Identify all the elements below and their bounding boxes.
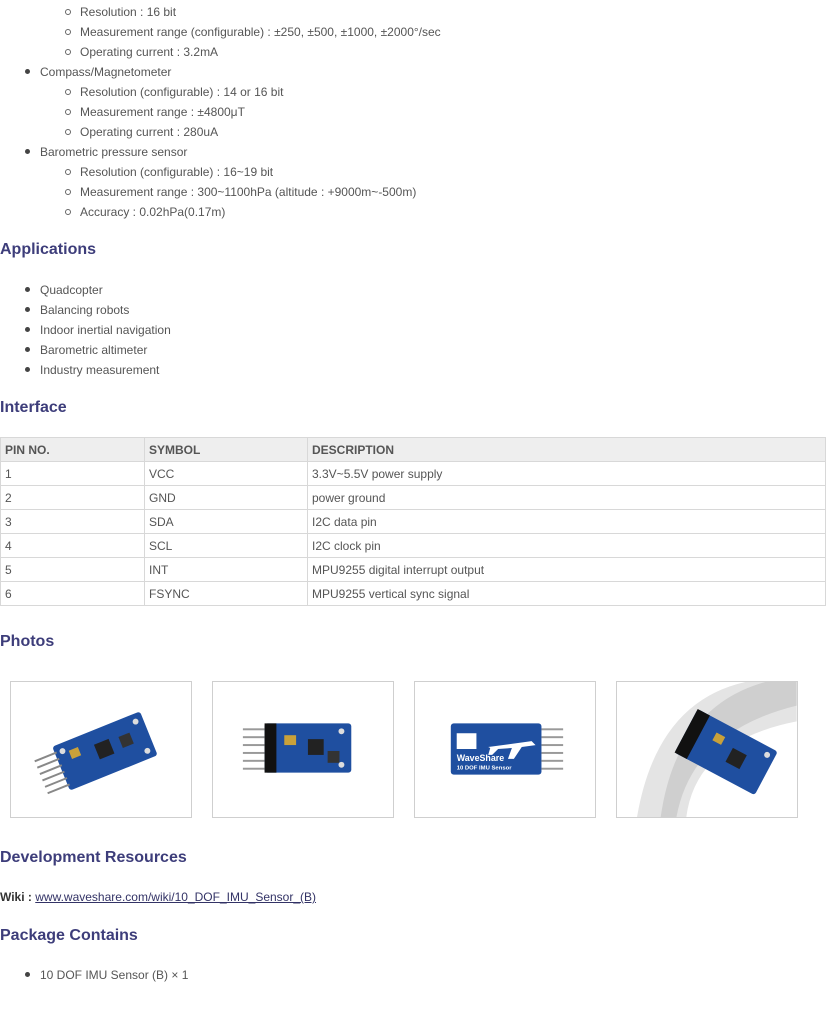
spec-item: Measurement range (configurable) : ±250, ±500, ±1000, ±2000°/sec xyxy=(80,25,441,39)
photos-heading: Photos xyxy=(0,633,55,650)
product-photo-1[interactable] xyxy=(10,681,192,818)
pin-description: I2C clock pin xyxy=(308,534,826,558)
dev-resources-heading: Development Resources xyxy=(0,849,187,866)
table-row xyxy=(1,582,826,606)
spec-group-label: Compass/Magnetometer xyxy=(40,65,172,79)
applications-heading: Applications xyxy=(0,241,97,258)
circle-bullet-icon xyxy=(65,209,71,215)
list-item: 10 DOF IMU Sensor (B) × 1 xyxy=(40,968,189,982)
pin-description: MPU9255 vertical sync signal xyxy=(308,582,826,606)
disc-bullet-icon xyxy=(25,327,30,332)
table-row xyxy=(1,486,826,510)
pin-number: 2 xyxy=(1,486,145,510)
board-model-text: 10 DOF IMU Sensor xyxy=(456,765,512,772)
circle-bullet-icon xyxy=(65,89,71,95)
pin-symbol: GND xyxy=(145,486,308,510)
spec-item: Measurement range : 300~1100hPa (altitude : +9000m~-500m) xyxy=(80,185,417,199)
list-item: Industry measurement xyxy=(40,363,160,377)
pin-symbol: FSYNC xyxy=(145,582,308,606)
wiki-row xyxy=(0,887,316,907)
pin-symbol: VCC xyxy=(145,462,308,486)
circle-bullet-icon xyxy=(65,49,71,55)
pin-description: 3.3V~5.5V power supply xyxy=(308,462,826,486)
disc-bullet-icon xyxy=(25,972,30,977)
disc-bullet-icon xyxy=(25,307,30,312)
board-with-cable-image xyxy=(617,682,797,817)
pin-symbol: SCL xyxy=(145,534,308,558)
disc-bullet-icon xyxy=(25,347,30,352)
interface-heading: Interface xyxy=(0,399,67,416)
pin-number: 6 xyxy=(1,582,145,606)
spec-group-label: Barometric pressure sensor xyxy=(40,145,188,159)
spec-item: Measurement range : ±4800μT xyxy=(80,105,245,119)
column-header: DESCRIPTION xyxy=(308,438,826,462)
table-header-row xyxy=(1,438,826,462)
circle-bullet-icon xyxy=(65,109,71,115)
wiki-link[interactable]: www.waveshare.com/wiki/10_DOF_IMU_Sensor_(B) xyxy=(35,890,317,904)
table-row xyxy=(1,558,826,582)
table-row xyxy=(1,462,826,486)
spec-item: Operating current : 3.2mA xyxy=(80,45,219,59)
product-photo-3[interactable] xyxy=(414,681,596,818)
wiki-label: Wiki : xyxy=(0,890,32,904)
board-brand-text: WaveShare xyxy=(456,752,505,763)
list-item: Indoor inertial navigation xyxy=(40,323,171,337)
list-item: Balancing robots xyxy=(40,303,130,317)
pin-description: I2C data pin xyxy=(308,510,826,534)
disc-bullet-icon xyxy=(25,149,30,154)
pin-number: 4 xyxy=(1,534,145,558)
spec-item: Resolution : 16 bit xyxy=(80,5,177,19)
table-row xyxy=(1,510,826,534)
pin-description: power ground xyxy=(308,486,826,510)
pin-symbol: SDA xyxy=(145,510,308,534)
column-header: SYMBOL xyxy=(145,438,308,462)
board-back-image xyxy=(415,682,595,817)
disc-bullet-icon xyxy=(25,69,30,74)
board-angled-image xyxy=(11,682,191,817)
waveshare-logo-icon xyxy=(457,733,477,749)
list-item: Quadcopter xyxy=(40,283,103,297)
spec-item: Resolution (configurable) : 16~19 bit xyxy=(80,165,274,179)
circle-bullet-icon xyxy=(65,9,71,15)
product-photo-2[interactable] xyxy=(212,681,394,818)
pin-number: 3 xyxy=(1,510,145,534)
column-header: PIN NO. xyxy=(1,438,145,462)
table-row xyxy=(1,534,826,558)
pin-table xyxy=(0,437,826,606)
spec-item: Operating current : 280uA xyxy=(80,125,219,139)
spec-item: Accuracy : 0.02hPa(0.17m) xyxy=(80,205,226,219)
list-item: Barometric altimeter xyxy=(40,343,148,357)
spec-item: Resolution (configurable) : 14 or 16 bit xyxy=(80,85,284,99)
product-photo-4[interactable] xyxy=(616,681,798,818)
circle-bullet-icon xyxy=(65,129,71,135)
disc-bullet-icon xyxy=(25,367,30,372)
pin-description: MPU9255 digital interrupt output xyxy=(308,558,826,582)
pin-symbol: INT xyxy=(145,558,308,582)
circle-bullet-icon xyxy=(65,29,71,35)
pin-number: 1 xyxy=(1,462,145,486)
package-heading: Package Contains xyxy=(0,927,138,944)
circle-bullet-icon xyxy=(65,189,71,195)
disc-bullet-icon xyxy=(25,287,30,292)
board-top-image xyxy=(213,682,393,817)
pin-number: 5 xyxy=(1,558,145,582)
circle-bullet-icon xyxy=(65,169,71,175)
